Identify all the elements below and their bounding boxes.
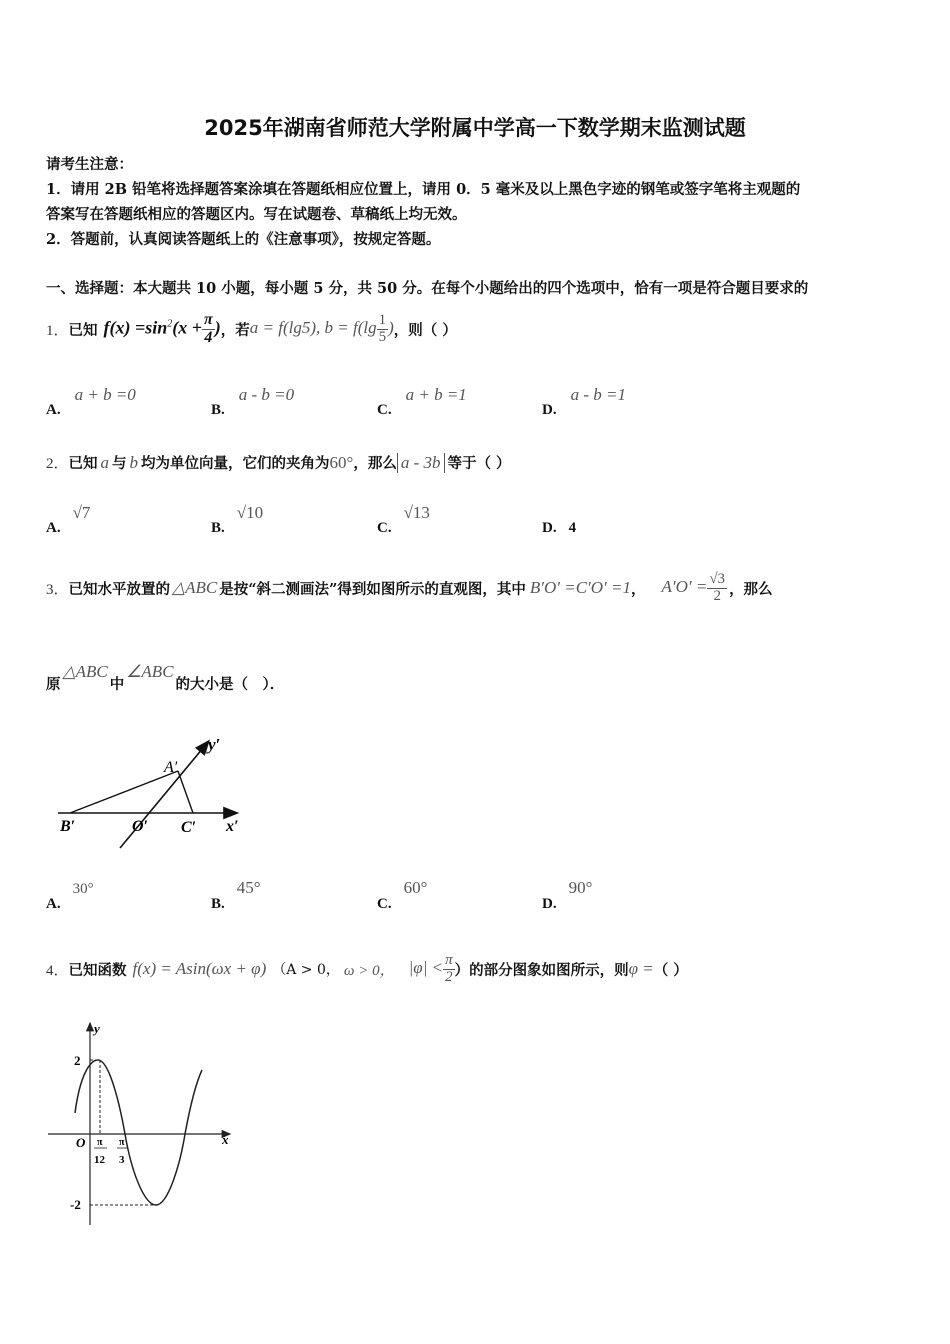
- y-max-label: 2: [74, 1053, 81, 1068]
- tick-pi-over-12-num: π: [97, 1137, 103, 1148]
- q3-number: 3．: [46, 581, 69, 598]
- point-a-label: A′: [164, 759, 178, 776]
- q1-option-b: B.a - b =0: [211, 385, 295, 418]
- question-1: [46, 304, 457, 354]
- vector-a: a: [100, 452, 110, 472]
- q1-text-1: 已知: [68, 321, 98, 339]
- point-c-label: C′: [181, 819, 197, 836]
- page-title: 2025年湖南省师范大学附属中学高一下数学期末监测试题: [204, 116, 746, 140]
- notice-line-3: 2．答题前，认真阅读答题纸上的《注意事项》，按规定答题。: [46, 231, 441, 248]
- vector-b: b: [129, 452, 139, 472]
- q2-option-b: B.√10: [211, 503, 264, 536]
- angle-abc: ∠ABC: [126, 661, 174, 681]
- triangle-abc-2: △ABC: [62, 661, 108, 681]
- q1-function: $f(x) =\sin^2(x$ + $\frac{\pi}{4}$ ): [103, 310, 221, 346]
- q3-option-b: B.45°: [211, 878, 261, 912]
- q2-number: 2．: [46, 456, 69, 472]
- sine-curve: [75, 1060, 202, 1205]
- q1-option-c: C.a + b =1: [377, 385, 467, 418]
- q1-text-2: ，若: [220, 321, 250, 339]
- y-min-label: -2: [70, 1197, 81, 1212]
- q1-option-a: A.a + b =0: [46, 385, 136, 418]
- tick-pi-over-3-den: 3: [119, 1154, 125, 1166]
- q2-option-d: D. 4: [542, 520, 577, 536]
- triangle-abc: △ABC: [172, 578, 218, 597]
- q4-number: 4．: [46, 962, 69, 979]
- q2-option-a: A.√7: [46, 503, 91, 536]
- point-o-label: O′: [132, 818, 149, 835]
- angle-60: 60°: [329, 452, 354, 472]
- notice-line-1: 1．请用 2B 铅笔将选择题答案涂填在答题纸相应位置上，请用 0．5 毫米及以上黑色字迹的钢笔或签字笔将主观题的: [46, 181, 801, 198]
- q4-phi-bound: |φ| < $\frac{\pi}{2}$: [408, 951, 453, 985]
- q4-sine-graph: [40, 1015, 250, 1230]
- x-prime-label: x′: [226, 818, 239, 835]
- y-label: y: [94, 1021, 100, 1036]
- tick-pi-over-12-den: 12: [94, 1154, 105, 1166]
- q1-number: 1．: [46, 322, 69, 339]
- q2-expression: a - 3b: [397, 453, 445, 473]
- q3-option-a: A.30°: [46, 881, 94, 912]
- tick-pi-over-3-num: π: [119, 1137, 125, 1148]
- question-3: 3． 已知水平放置的 △ABC 是按“斜二测画法”得到如图所示的直观图，其中 B′O′ =C′O′ =1 ， A′O′ = $\frac{√3}{2}$ ，那么: [46, 570, 773, 604]
- q1-text-3: ，则（ ）: [393, 321, 457, 339]
- q3-option-d: D.90°: [542, 878, 593, 912]
- question-3-line-2: 原 △ABC 中 ∠ABC 的大小是（ ）．: [46, 661, 285, 693]
- origin-label: O: [76, 1135, 86, 1150]
- q4-function: f(x) = Asin(ωx + φ): [132, 959, 267, 978]
- y-prime-label: y′: [208, 735, 221, 754]
- x-label: x: [222, 1132, 229, 1147]
- q4-phi: φ =: [628, 959, 654, 978]
- notice-line-2: 答案写在答题纸相应的答题区内。写在试题卷、草稿纸上均无效。: [46, 206, 467, 223]
- segment-b-a: [70, 771, 178, 813]
- segment-a-c: [178, 771, 193, 813]
- q3-option-c: C.60°: [377, 878, 428, 912]
- question-4: 4． 已知函数 f(x) = Asin(ωx + φ) （A > 0， ω > 0， |φ| < $\frac{\pi}{2}$ ）的部分图象如图所示，则 φ = （ ）: [46, 951, 688, 985]
- q1-option-d: D.a - b =1: [542, 385, 626, 418]
- q1-condition: a = f(lg5), b = f(lg $\frac{1}{5}$ ): [249, 311, 394, 345]
- section-1-heading: 一、选择题：本大题共 10 小题，每小题 5 分，共 50 分。在每个小题给出的四个选项中，恰有一项是符合题目要求的: [46, 280, 809, 297]
- q3-oblique-figure: [50, 730, 250, 850]
- question-2: 2． 已知 a 与 b 均为单位向量，它们的夹角为 60° ，那么 a - 3b 等于（ ）: [46, 452, 511, 472]
- q2-option-c: C.√13: [377, 503, 430, 536]
- q3-condition-2: A′O′ = $\frac{√3}{2}$: [661, 570, 726, 604]
- notice-heading: 请考生注意：: [46, 156, 133, 173]
- q3-condition-1: B′O′ =C′O′ =1: [529, 578, 631, 597]
- point-b-label: B′: [60, 818, 76, 835]
